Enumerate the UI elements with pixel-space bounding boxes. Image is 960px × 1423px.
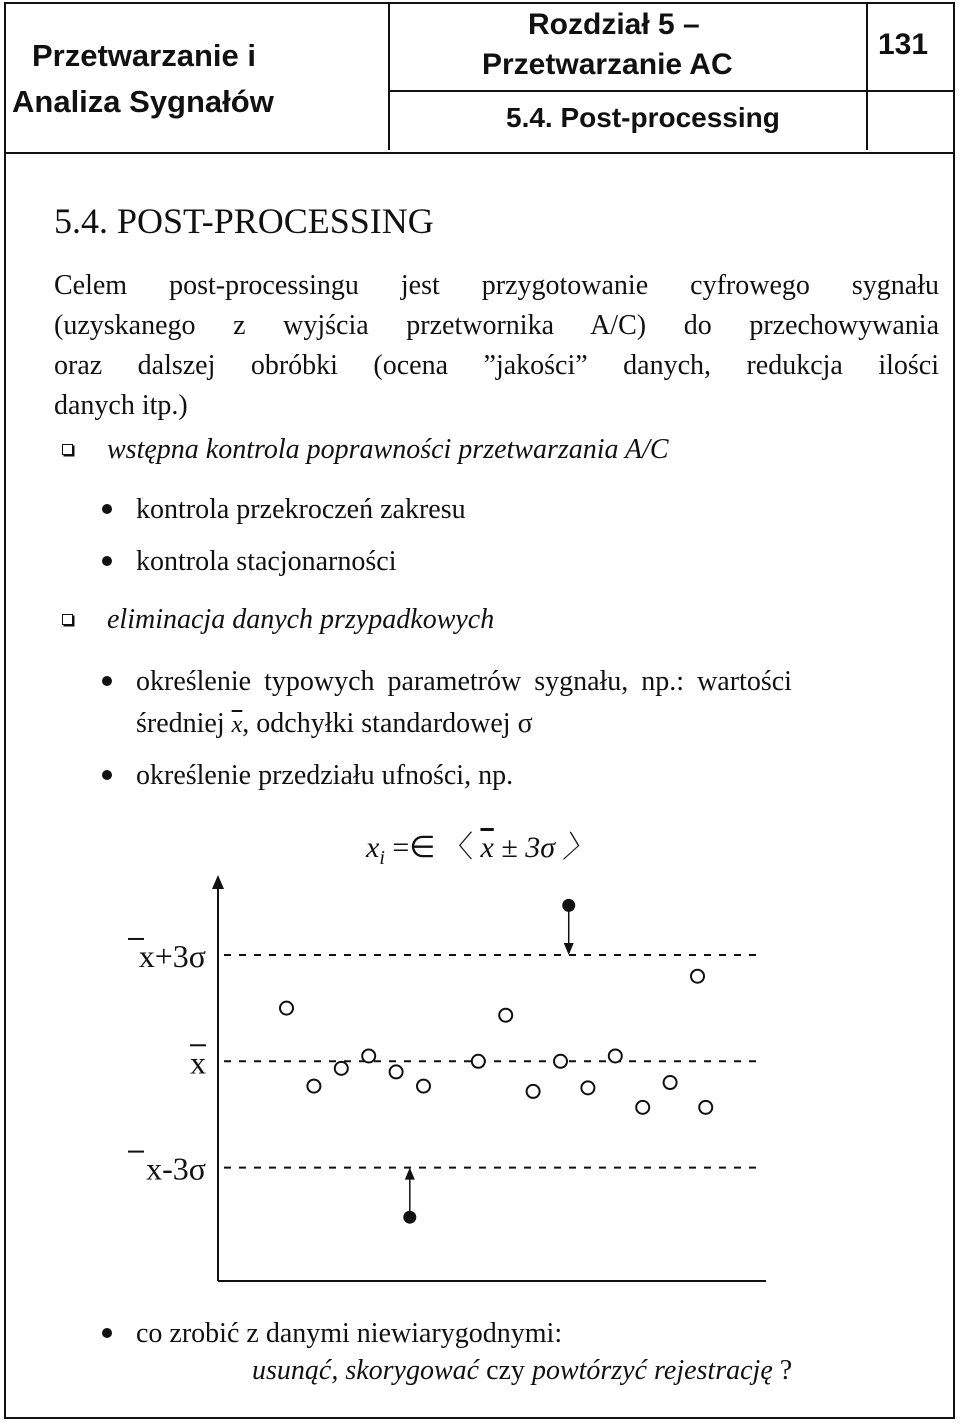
data-point xyxy=(699,1101,712,1114)
confidence-formula xyxy=(366,822,593,870)
data-point xyxy=(417,1080,430,1093)
intro-line-3: oraz dalszej obróbki (ocena ”jakości” danych, redukcja ilości xyxy=(54,350,939,381)
bullet-label: kontrola stacjonarności xyxy=(136,546,397,577)
bullet-dot-icon xyxy=(102,770,112,780)
intro-line-4: danych itp.) xyxy=(54,390,188,421)
section-label: 5.4. Post-processing xyxy=(506,102,780,133)
option-remove-correct: usunąć, skorygować xyxy=(252,1355,480,1386)
course-title-line1: Przetwarzanie i xyxy=(32,38,256,73)
bullet-parameters xyxy=(102,666,930,698)
data-point xyxy=(609,1049,622,1062)
data-point xyxy=(499,1009,512,1022)
data-point xyxy=(390,1065,403,1078)
formula-subscript: i xyxy=(379,847,385,869)
data-point xyxy=(691,970,704,983)
chapter-title-line2: Przetwarzanie AC xyxy=(482,48,733,81)
bullet-dot-icon xyxy=(102,1328,112,1338)
option-or: czy xyxy=(479,1355,532,1386)
header-divider xyxy=(390,90,866,92)
option-question-mark: ? xyxy=(772,1355,793,1386)
formula-x-bar: $\overline{x}$ xyxy=(480,831,494,864)
intro-line-2: (uzyskanego z wyjścia przetwornika A/C) do przechowywania xyxy=(54,310,939,341)
page-number: 131 xyxy=(878,28,929,61)
outlier-point xyxy=(562,899,575,912)
bullet-stationarity-check xyxy=(102,546,396,578)
bottom-question: co zrobić z danymi niewiarygodnymi: xyxy=(136,1318,563,1349)
page xyxy=(4,2,955,1419)
data-point xyxy=(554,1055,567,1068)
data-point xyxy=(307,1080,320,1093)
chapter-title-line1: Rozdział 5 – xyxy=(528,8,700,41)
list-item-random-data xyxy=(62,604,494,636)
mean-label: x xyxy=(190,1044,206,1081)
checkbox-square-icon xyxy=(62,614,73,625)
intro-paragraph xyxy=(54,266,939,426)
course-title-cell xyxy=(6,4,390,150)
formula-relation: =∈ 〈 xyxy=(384,831,481,864)
outlier-arrow-head-icon xyxy=(564,943,574,955)
section-title: 5.4. POST-PROCESSING xyxy=(54,201,434,241)
text-mean-label: średniej xyxy=(136,708,232,739)
y-axis-arrow-icon xyxy=(212,875,224,889)
bullet-range-check xyxy=(102,494,466,526)
lower-limit-label: x-3σ xyxy=(146,1150,206,1187)
header-divider-right xyxy=(868,90,953,92)
option-repeat: powtórzyć rejestrację xyxy=(531,1355,773,1386)
formula-x: x xyxy=(366,831,380,864)
checkbox-square-icon xyxy=(62,444,73,455)
formula-rest: ± 3σ 〉 xyxy=(493,831,593,864)
data-point xyxy=(636,1101,649,1114)
list-item-label: wstępna kontrola poprawności przetwarzania A/C xyxy=(107,434,669,465)
list-item-label: eliminacja danych przypadkowych xyxy=(107,604,495,635)
text-stddev-label: , odchyłki standardowej σ xyxy=(242,708,533,739)
outlier-arrow-head-icon xyxy=(405,1168,415,1180)
bottom-options xyxy=(252,1355,792,1387)
x-bar-symbol: $\overline{x}$ xyxy=(231,712,243,738)
scatter-chart xyxy=(106,869,786,1289)
upper-limit-label: x+3σ xyxy=(138,937,206,974)
list-item-preliminary-check xyxy=(62,434,669,466)
bottom-bullet xyxy=(102,1318,562,1350)
bullet-dot-icon xyxy=(102,504,112,514)
chapter-cell xyxy=(390,4,868,150)
data-point xyxy=(280,1002,293,1015)
data-point xyxy=(335,1062,348,1075)
data-point xyxy=(472,1055,485,1068)
bullet-label: określenie przedziału ufności, np. xyxy=(136,760,514,791)
bullet-label: kontrola przekroczeń zakresu xyxy=(136,494,466,525)
page-header xyxy=(6,4,953,154)
data-point xyxy=(527,1085,540,1098)
data-point xyxy=(581,1081,594,1094)
data-point xyxy=(664,1076,677,1089)
course-title-line2: Analiza Sygnałów xyxy=(12,84,274,119)
bullet-confidence xyxy=(102,760,513,792)
intro-line-1: Celem post-processingu jest przygotowanie cyfrowego sygnału xyxy=(54,270,939,301)
bullet-dot-icon xyxy=(102,676,112,686)
page-number-cell xyxy=(868,4,953,150)
bullet-parameters-cont xyxy=(136,708,533,740)
bullet-label: określenie typowych parametrów sygnału, np.: wartości xyxy=(136,666,792,697)
outlier-point xyxy=(403,1211,416,1224)
bullet-dot-icon xyxy=(102,556,112,566)
data-point xyxy=(362,1049,375,1062)
